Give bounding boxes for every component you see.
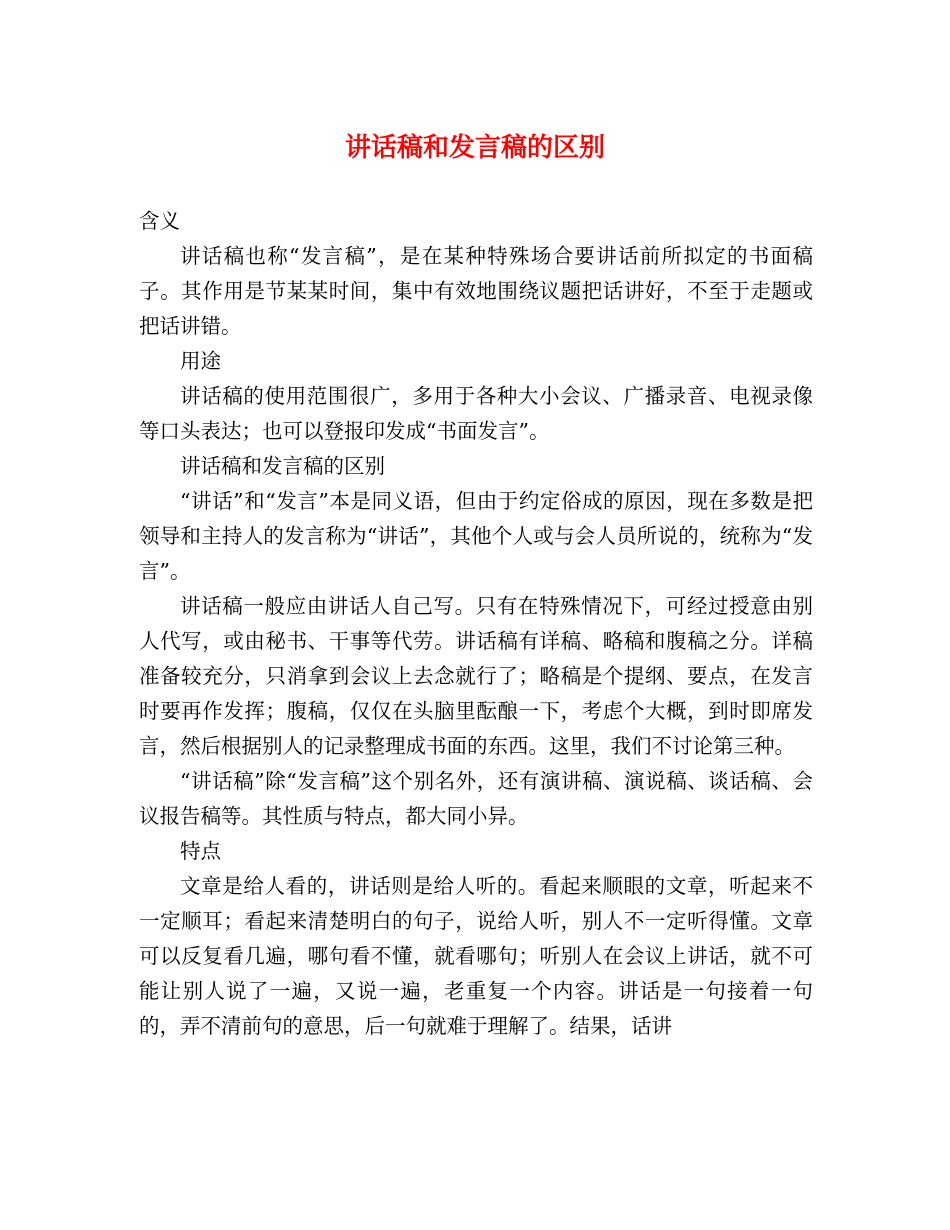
section-heading-meaning: 含义 [139,209,180,233]
paragraph-aliases: “讲话稿”除“发言稿”这个别名外，还有演讲稿、演说稿、谈话稿、会议报告稿等。其性质与特点，都大同小异。 [139,769,813,828]
paragraph-definition: 讲话稿也称“发言稿”，是在某种特殊场合要讲话前所拟定的书面稿子。其作用是节某某时间，集中有效地围绕议题把话讲好，不至于走题或把话讲错。 [139,244,813,338]
paragraph-features: 文章是给人看的，讲话则是给人听的。看起来顺眼的文章，听起来不一定顺耳；看起来清楚明白的句子，说给人听，别人不一定听得懂。文章可以反复看几遍，哪句看不懂，就看哪句；听别人在会议上讲话，就不可能让别人说了一遍，又说一遍，老重复一个内容。讲话是一句接着一句的，弄不清前句的意思，后一句就难于理解了。结果，话讲 [139,874,813,1038]
paragraph-drafting: 讲话稿一般应由讲话人自己写。只有在特殊情况下，可经过授意由别人代写，或由秘书、干事等代劳。讲话稿有详稿、略稿和腹稿之分。详稿准备较充分，只消拿到会议上去念就行了；略稿是个提纲、要点，在发言时要再作发挥；腹稿，仅仅在头脑里酝酿一下，考虑个大概，到时即席发言，然后根据别人的记录整理成书面的东西。这里，我们不讨论第三种。 [139,594,813,758]
section-heading-features: 特点 [180,839,221,863]
document-body [139,204,813,1044]
section-heading-difference: 讲话稿和发言稿的区别 [180,454,385,478]
section-heading-usage: 用途 [180,349,221,373]
document-title: 讲话稿和发言稿的区别 [344,133,605,163]
paragraph-usage: 讲话稿的使用范围很广，多用于各种大小会议、广播录音、电视录像等口头表达；也可以登报印发成“书面发言”。 [139,384,813,443]
paragraph-difference: “讲话”和“发言”本是同义语，但由于约定俗成的原因，现在多数是把领导和主持人的发言称为“讲话”，其他个人或与会人员所说的，统称为“发言”。 [139,489,813,583]
